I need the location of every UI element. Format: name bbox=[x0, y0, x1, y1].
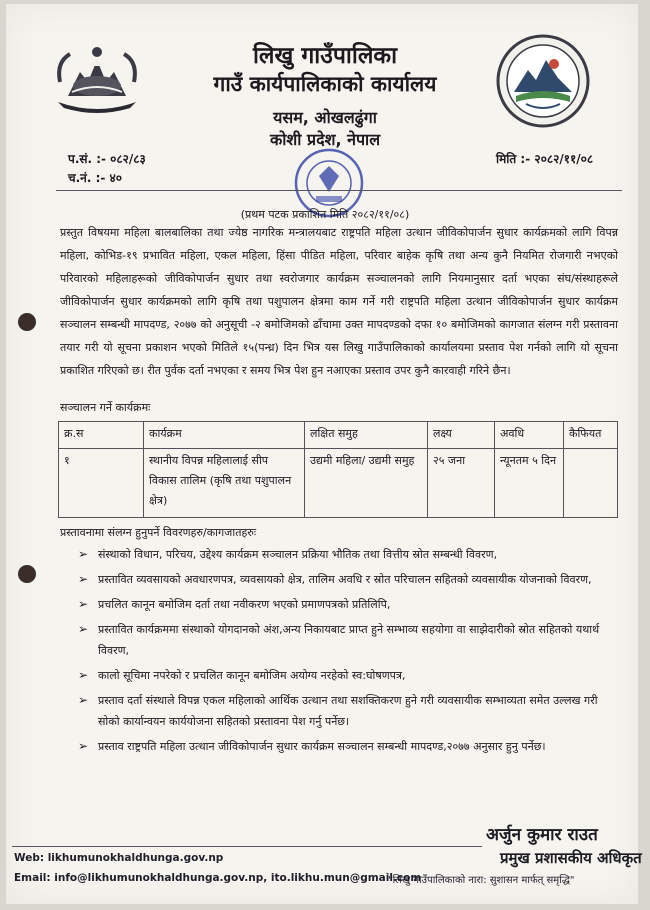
program-table bbox=[58, 421, 618, 518]
col-header-program: कार्यक्रम bbox=[144, 422, 305, 449]
table-row bbox=[59, 449, 618, 518]
list-item: ➢ प्रस्तावित कार्यक्रममा संस्थाको योगदानको अंश,अन्य निकायबाट प्राप्त हुने सम्भाव्य सहयोगा वा साझेदारीको स्रोत सहितको यथार्थ विवरण, bbox=[78, 619, 618, 661]
col-header-duration: अवधि bbox=[495, 422, 564, 449]
list-item: ➢ प्रस्ताव राष्ट्रपति महिला उत्थान जीविकोपार्जन सुधार कार्यक्रम सञ्चालन सम्बन्धी मापदण्ड,२०७७ अनुसार हुनु पर्नेछ। bbox=[78, 736, 618, 757]
list-item: ➢ कालो सूचिमा नपरेको र प्रचलित कानून बमोजिम अयोग्य नरहेको स्व:घोषणपत्र, bbox=[78, 665, 618, 686]
municipality-name: लिखु गाउँपालिका bbox=[252, 43, 398, 69]
cell-duration: न्यूनतम ५ दिन bbox=[495, 449, 564, 518]
cell-program: स्थानीय विपन्न महिलालाई सीप विकास तालिम (कृषि तथा पशुपालन क्षेत्र) bbox=[144, 449, 305, 518]
header-divider bbox=[56, 190, 622, 191]
table-header-row bbox=[59, 422, 618, 449]
letter-cn-number: च.नं. :- ४० bbox=[68, 171, 123, 185]
first-publication-note: (प्रथम पटक प्रकाशित मिति २०८२/११/०८) bbox=[240, 208, 410, 221]
list-item: ➢ संस्थाको विधान, परिचय, उद्देश्य कार्यक्रम सञ्चालन प्रक्रिया भौतिक तथा वित्तीय स्रोत सम्बन्धी विवरण, bbox=[78, 544, 618, 565]
signatory-title: प्रमुख प्रशासकीय अधिकृत bbox=[500, 849, 642, 867]
cell-remarks bbox=[564, 449, 618, 518]
list-item: ➢ प्रचलित कानून बमोजिम दर्ता तथा नवीकरण भएको प्रमाणपत्रको प्रतिलिपि, bbox=[78, 594, 618, 615]
list-item: ➢ प्रस्तावित व्यवसायको अवधारणपत्र, व्यवसायको क्षेत्र, तालिम अवधि र स्रोत परिचालन सहितको व्यवसायीक योजनाको विवरण, bbox=[78, 569, 618, 590]
cell-target: २५ जना bbox=[428, 449, 495, 518]
col-header-target: लक्ष्य bbox=[428, 422, 495, 449]
cell-target-group: उद्यमी महिला/ उद्यमी समुह bbox=[305, 449, 428, 518]
letter-date: मिति :- २०८२/११/०८ bbox=[496, 152, 594, 166]
email-link[interactable]: info@likhumunokhaldhunga.gov.np, ito.likhu.mun@gmail.com bbox=[54, 872, 422, 884]
web-link[interactable]: likhumunokhaldhunga.gov.np bbox=[47, 852, 224, 864]
cell-serial: १ bbox=[59, 449, 144, 518]
office-location: यसम, ओखलढुंगा bbox=[273, 108, 377, 127]
col-header-remarks: कैफियत bbox=[564, 422, 618, 449]
programs-label: सञ्चालन गर्ने कार्यक्रमः bbox=[60, 401, 151, 414]
office-name: गाउँ कार्यपालिकाको कार्यालय bbox=[213, 72, 437, 96]
province-country: कोशी प्रदेश, नेपाल bbox=[269, 130, 381, 149]
email-label: Email: bbox=[14, 872, 51, 884]
punch-hole bbox=[18, 313, 36, 331]
documents-label: प्रस्तावनामा संलग्न हुनुपर्ने विवरणहरु/कागजातहरुः bbox=[60, 526, 257, 539]
requirements-list bbox=[78, 544, 618, 761]
col-header-target-group: लक्षित समुह bbox=[305, 422, 428, 449]
col-header-serial: क्र.स bbox=[59, 422, 144, 449]
footer-email bbox=[14, 872, 421, 884]
municipality-slogan: "लिखु गाउँपालिकाको नारा: सुशासन मार्फत् समृद्धि" bbox=[388, 875, 575, 886]
list-item: ➢ प्रस्ताव दर्ता संस्थाले विपन्न एकल महिलाको आर्थिक उत्थान तथा सशक्तिकरण हुने गरी व्यवसायीक सम्भाव्यता समेत उल्लख गरी सोको कार्यान्वयन कार्ययोजना सहितको प्रस्तावना पेश गर्नु पर्नेछ। bbox=[78, 690, 618, 732]
footer-divider bbox=[12, 846, 482, 847]
footer-web bbox=[14, 852, 223, 864]
web-label: Web: bbox=[14, 852, 45, 864]
letter-ps-number: प.सं. :- ०८२/८३ bbox=[68, 152, 146, 166]
notice-body: प्रस्तुत विषयमा महिला बालबालिका तथा ज्येष्ठ नागरिक मन्त्रालयबाट राष्ट्रपति महिला उत्थान जीविकोपार्जन सुधार कार्यक्रमको लागि विपन्न महिला, कोभिड-१९ प्रभावित महिला, एकल महिला, हिंसा पीडित महिला, परिवार बाहेक कृषि तथा अन्य कुनै नियमित रोजगारी नभएको परिवारको महिलाहरूको जीविकोपार्जन सुधार तथा स्वरोजगार कार्यक्रम सञ्चालनको लागि नियमानुसार दर्ता भएका संघ/संस्थाहरूले जीविकोपार्जन सुधार कार्यक्रमको लागि कृषि तथा पशुपालन क्षेत्रमा काम गर्ने गरी राष्ट्रपति महिला उत्थान जीविकोपार्जन सुधार कार्यक्रम सञ्चालन सम्बन्धी मापदण्ड, २०७७ को अनुसूची -२ बमोजिमको ढाँचामा उक्त मापदण्डको दफा १० बमोजिमको कागजात संलग्न गरी प्रस्तावना तयार गरी यो सूचना प्रकाशन भएको मितिले १५(पन्ध्र) दिन भित्र यस लिखु गाउँपालिकाको कार्यालयमा प्रस्ताव पेश गर्नको लागि यो सूचना प्रकाशित गरिएको छ। रीत पुर्वक दर्ता नभएका र समय भित्र पेश हुन नआएका प्रस्ताव उपर कुनै कारवाही गरिने छैन। bbox=[60, 226, 618, 377]
signatory-name: अर्जुन कुमार राउत bbox=[486, 825, 598, 845]
punch-hole bbox=[18, 565, 36, 583]
